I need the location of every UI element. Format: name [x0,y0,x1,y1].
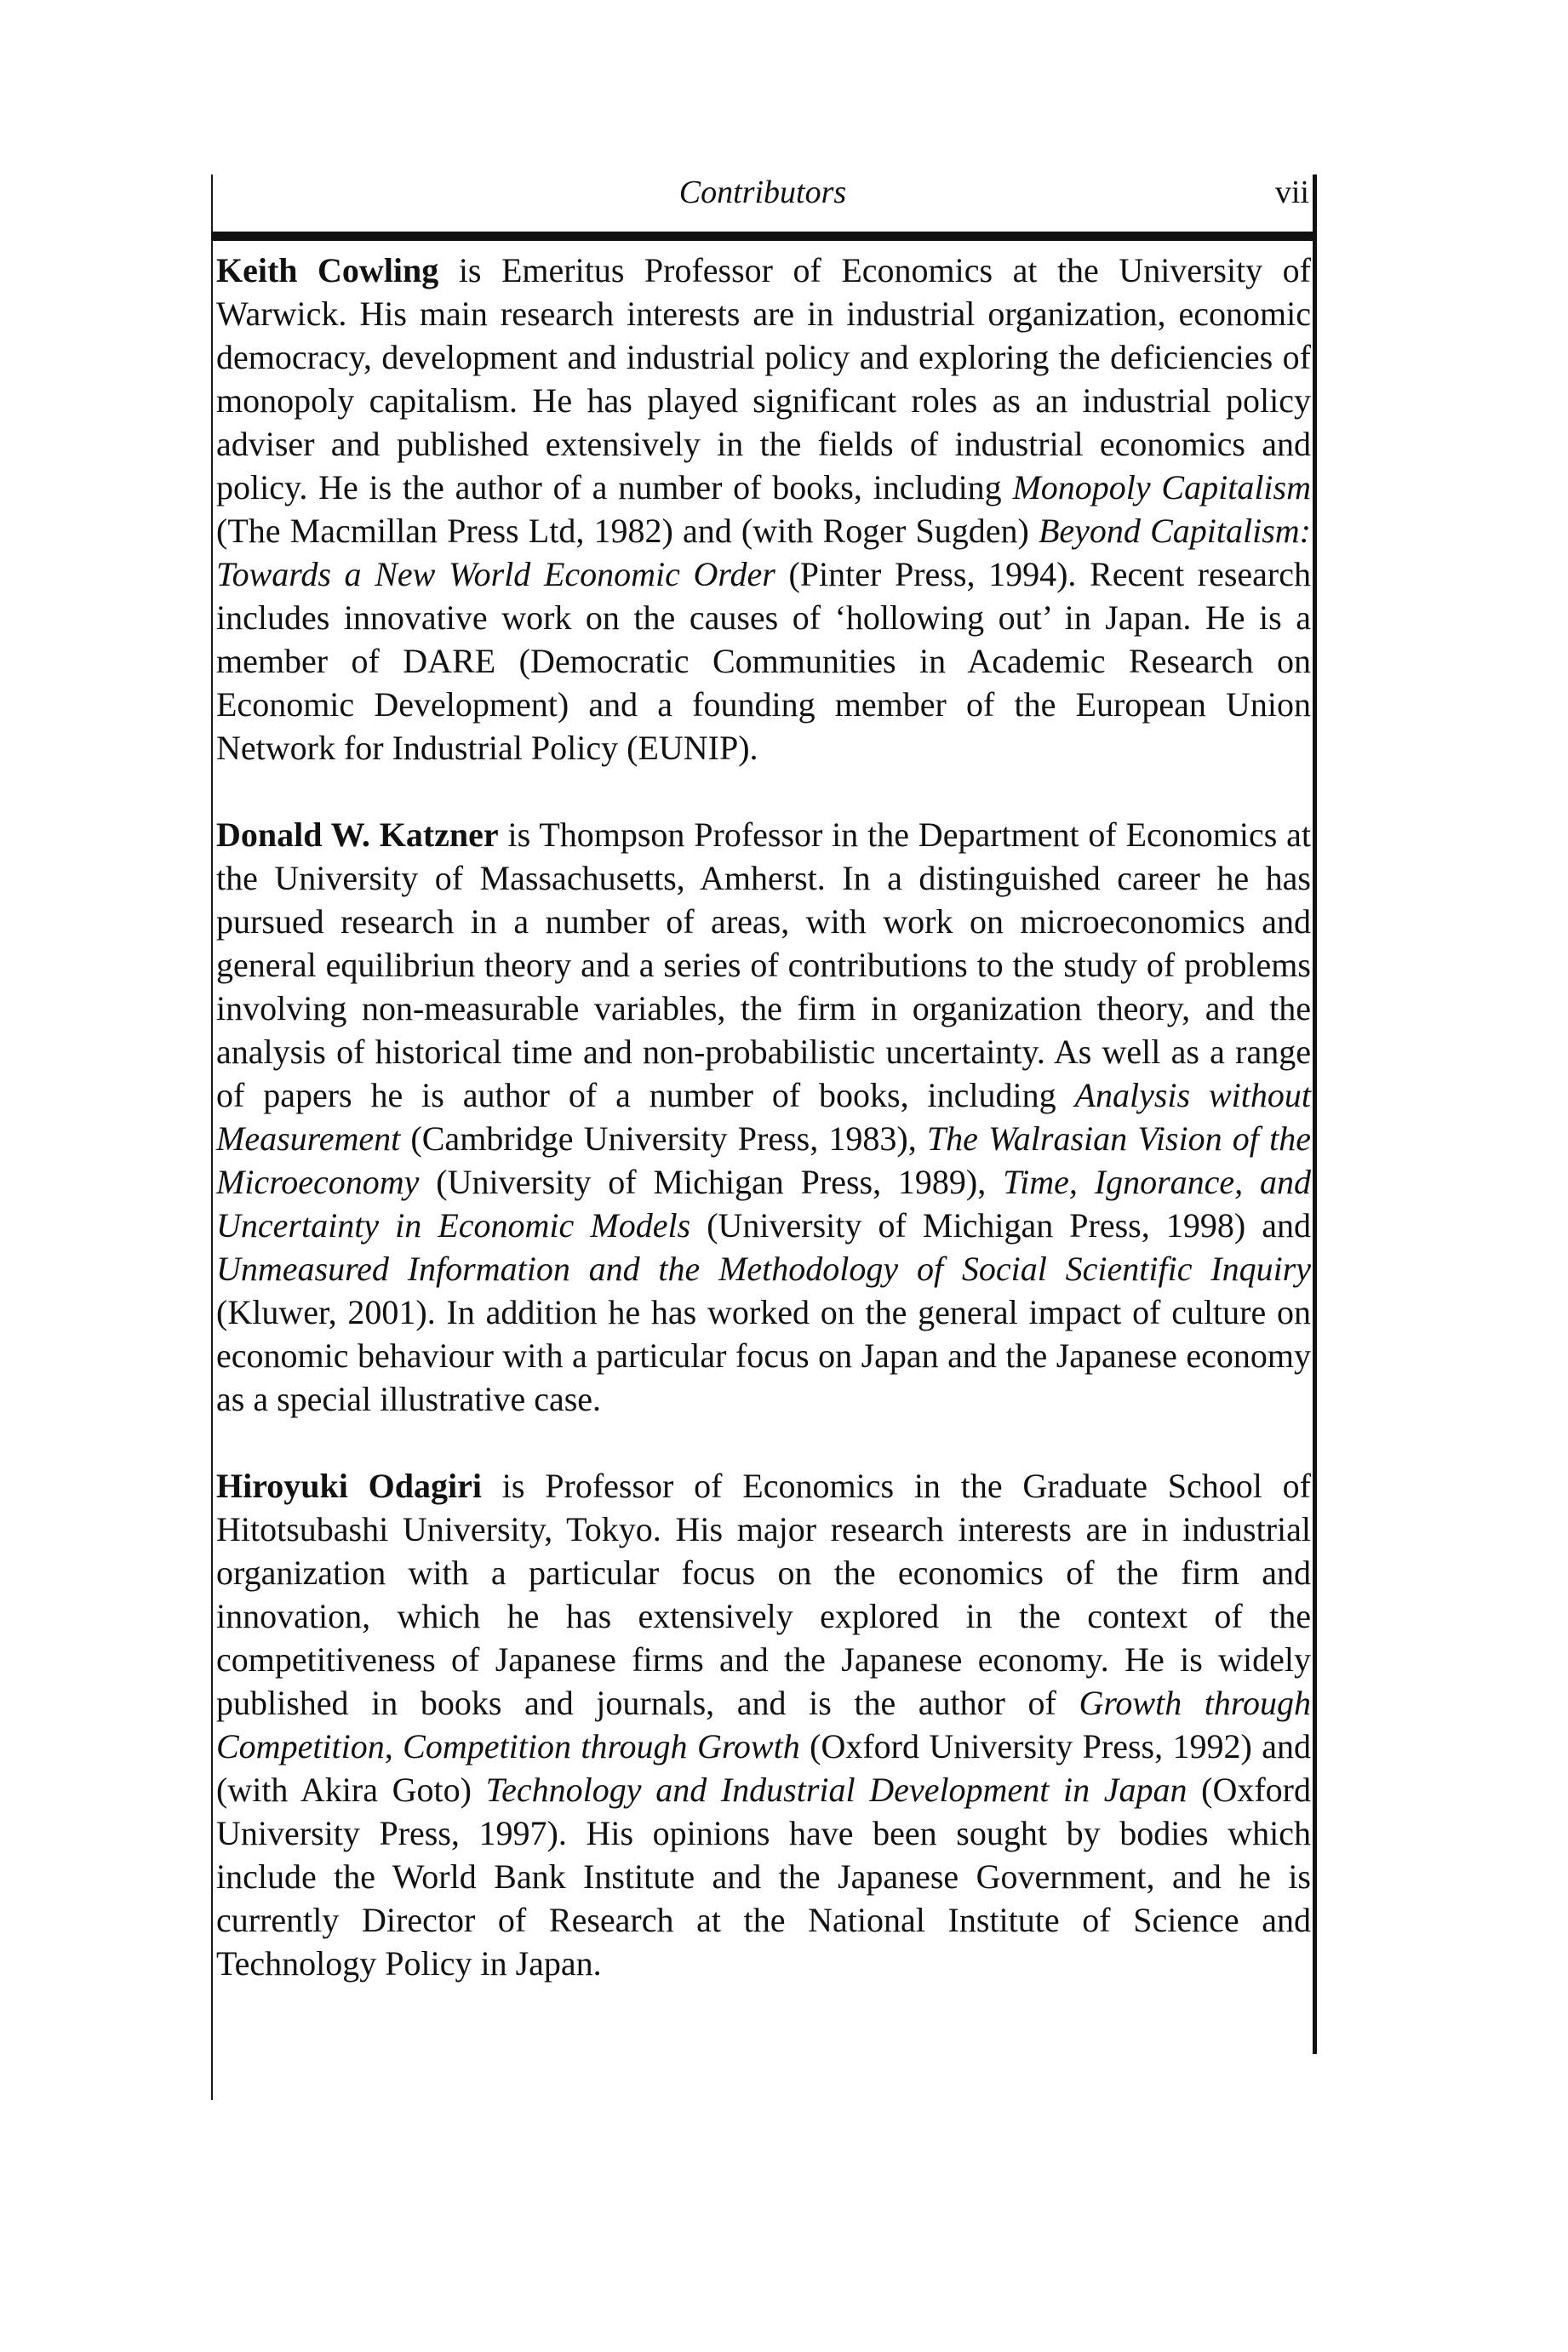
bio-text: is Professor of Economics in the Graduate School of Hitotsubashi University, Tokyo. His major research interests are in industrial organization with a particular focus on the economics of the firm and innovation, which he has extensively explored in the context of the competitiveness of Japanese firms and the Japanese economy. He is widely published in books and journals, and is the author of [216,1467,1311,1722]
running-header [215,170,1311,215]
bio-text: (University of Michigan Press, 1998) and [690,1206,1311,1245]
bio-text: (Oxford University Press, 1997). His opinions have been sought by bodies which include the World Bank Institute and the Japanese Government, and he is currently Director of Research at the National Institute of Science and Technology Policy in Japan. [216,1771,1312,1983]
right-margin-rule [1313,175,1317,2054]
contributor-name: Donald W. Katzner [216,815,499,854]
book-title: The Walrasian Vision of the Microeconomy [216,1119,1311,1201]
book-title: Analysis without Measurement [216,1076,1312,1158]
book-title: Growth through Competition, Competition through Growth [216,1684,1311,1765]
bio-text: is Emeritus Professor of Economics at the University of Warwick. His main research interests are in industrial organization, economic democracy, development and industrial policy and exploring the deficiencies of monopoly capitalism. He has played significant roles as an industrial policy adviser and published extensively in the fields of industrial economics and policy. He is the author of a number of books, including [216,251,1312,506]
bio-text: (Kluwer, 2001). In addition he has worked on the general impact of culture on economic behaviour with a particular focus on Japan and the Japanese economy as a special illustrative case. [216,1293,1311,1418]
book-title: Beyond Capitalism: Towards a New World Economic Order [216,512,1311,593]
book-title: Technology and Industrial Development in Japan [485,1771,1187,1809]
bio-text: (The Macmillan Press Ltd, 1982) and (with Roger Sugden) [216,512,1039,550]
contributor-name: Hiroyuki Odagiri [216,1467,482,1505]
contributor-name: Keith Cowling [216,251,439,289]
contributor-list [216,249,1311,2029]
header-rule [211,232,1317,241]
book-title: Time, Ignorance, and Uncertainty in Economic Models [216,1163,1311,1245]
contributor-entry [216,813,1311,1421]
page-number: vii [1274,175,1309,210]
book-title: Monopoly Capitalism [1012,468,1311,506]
bio-text: (University of Michigan Press, 1989), [419,1163,1004,1201]
left-margin-rule [211,175,213,2100]
running-title: Contributors [678,175,847,210]
bio-text: (Cambridge University Press, 1983), [400,1119,927,1158]
contributor-entry [216,1464,1311,1985]
contributor-entry [216,249,1311,770]
bio-text: (Oxford University Press, 1992) and (with Akira Goto) [216,1727,1311,1809]
bio-text: (Pinter Press, 1994). Recent research includes innovative work on the causes of ‘hollowing out’ in Japan. He is a member of DARE (Democratic Communities in Academic Research on Economic Development) and a founding member of the European Union Network for Industrial Policy (EUNIP). [216,555,1311,767]
bio-text: is Thompson Professor in the Department of Economics at the University of Massachusetts, Amherst. In a distinguished career he has pursued research in a number of areas, with work on microeconomics and general equilibriun theory and a series of contributions to the study of problems involving non-measurable variables, the firm in organization theory, and the analysis of historical time and non-probabilistic uncertainty. As well as a range of papers he is author of a number of books, including [216,815,1312,1114]
book-title: Unmeasured Information and the Methodology of Social Scientific Inquiry [216,1250,1311,1288]
